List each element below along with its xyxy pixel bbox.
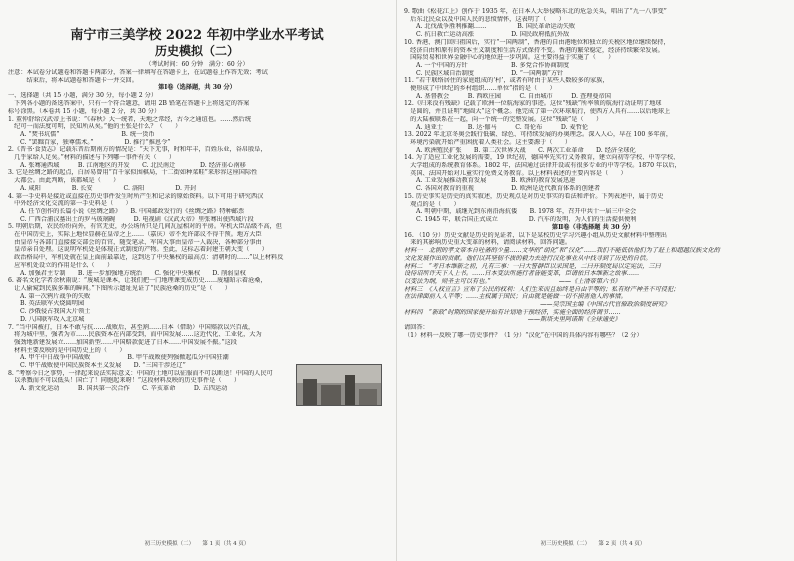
question-line: A. 加强君主专制 B. 进一步加强地方统治 C. 强化中央集权 D. 削弱皇权 [20,269,246,277]
section-header: 第Ⅰ卷（选择题，共 30 分） [158,84,236,92]
question-line: A. 甲午中日战争中国战败 B. 甲午战败使列强掀起瓜分中国狂潮 [20,354,229,362]
question-line: A. 欧洲殖民扩张 B. 第二次世界大战 C. 两次工业革命 D. 经济全球化 [416,146,636,154]
question-line: A. 工业发展推动教育发展 B. 欧洲的教育发展迅速 [416,177,576,185]
question-line: A. 咸阳 B. 长安 C. 洛阳 D. 开封 [20,184,197,192]
question-line: C. 沙俄侵占我国大片领土 [20,308,91,316]
question-line: 将为城中里，强者为市……民族资本在内部受到，而中国发展……这近代化、工业化，大为 [8,331,262,339]
question-line: C. “罢黜百家，独尊儒术。” D. 推行“推恩令” [20,138,171,146]
question-line: 16. （10 分）历史文献是历史的见证者，以下是某校历史学习兴趣小组从历史文献材料中整理出 [404,231,667,239]
question-line: 皇帝亲自处理。这说明军机处是体现正式制度的产物。至此，这标志着封建王朝大变（ ） [8,246,268,254]
question-line: 环境污染就开始严重困扰着人类社会。这主要源于（ ） [404,138,572,146]
question-line: 15. 历史事实是历史的真实叙述，历史观点是对历史事实的看法和评价。下列表述中，属于历史 [404,192,664,200]
material-line: 材料一 北朝的孝文帝本自吐蕃的少量……文华的“胡化”和“汉化”……我们不能低估他们为了赶上和超越汉族文化的 [404,247,720,255]
question-line: 大学组成的系统教育体系。1802 年，法国通过法律开设或有很多专业的中等学校。1870 年以后， [404,162,681,170]
question-line: 下列各小题的备选答案中，只有一个符合题意，请用 2B 铅笔在答题卡上将选定的答案 [8,100,250,108]
question-line: 是圆的，并且证明“地圆大”这个概念。他完成了第一次环球航行，使西方人具有……以后地球上 [404,108,671,116]
question-line: A. 明朝中期，戚继光到东南沿海抗倭 B. 1978 年，召开中共十一届三中全会 [416,208,637,216]
exam-subtitle: 历史模拟（二） [154,44,239,58]
question-line: D. 八国联军攻入北京城 [20,315,85,323]
material-line: 材料二 “考日本维新之初，凡有三事：一曰大誓群臣以采国是，二曰开制度局以定宪法，三曰 [404,262,661,270]
right-question-list [404,8,782,224]
question-line: 11. “若干联络居住的家庭组成的‘村’，或者有时由于某些人数较多的家族， [404,77,609,85]
question-line: 3. 它是丝绸之路的起点，白居易曾用“百千家似围棋局，十二街如种菜畦”来形容这座国际性 [8,169,258,177]
page-footer: 初三历史模拟（二） 第 1 页（共 4 页） [144,541,250,547]
question-line: C. 甲午战败使中国民族资本主义发展 D. “三国干涉还辽” [20,362,186,370]
materials [404,247,782,324]
question-line: 来的其影响历史重大变革的材料，请阅读材料，回答问题。 [404,239,572,247]
q16-intro [404,232,782,247]
question-line: 8. “考察今日之事势，一律起来说法实际意义：中国的土地可以征服而不可以断送！中国的人民可 [8,369,273,377]
question-line: 5. 明朝后期，农民纷纷向外，有官无吏，办公场所只是几间瓦屋相对的平房。军机大臣品级不高，但 [8,223,282,231]
question-line: 标号涂黑。（本卷共 15 小题，每小题 2 分，共 30 分） [8,107,161,115]
question-line: 应军机处设立的作用是什么（ ） [8,261,114,269]
question-line: A. 基督教会 B. 西欧庄园 C. 自由城市 D. 查理曼帝国 [416,92,611,100]
question-line: 1. 董仲舒给汉武帝上书说：“《春秋》大一统者，天地之常经，古今之通谊也。……然后统 [8,115,252,123]
question-line: B. 英法联军火烧圆明园 [20,300,85,308]
question-line: 强劲地新建发展立……加国新型……中国赔款促进了日本……中国发展不振。”这段 [8,338,237,346]
question-line: 材料主要反映的是中国历史上的（ ） [8,346,126,354]
question-line: 7. “当中国被打，日本不敢与抗……战败后，甚至割……日本（借助）中国赔款以兴百战， [8,323,255,331]
question-line: 便形成了中世纪的乡村组织……单位”指的是（ ） [404,85,556,93]
question-line: 中外经济文化交流的第一手史料是（ ） [8,200,132,208]
question-line: 2.《晋书·食货志》记载东晋后期南方的情况是：“天下无事，时和年丰，百姓乐业，谷帛殷阜， [8,146,267,154]
exam-info: （考试时间：60 分钟 满分：60 分） [145,61,249,68]
question-line: 6. 著名文化学者余秋雨说：“废城是课本，让我们把一门地理课变成历史……废墟昭示着沧桑， [8,277,267,285]
question-line: 的大陆被联系在一起，向一个统一的完整发展。这位“残缺”是（ ） [404,115,603,123]
material-line: 文化发展作出的贡献。他们以其坚韧不拔的毅力去进行汉化事业从中找寻到了历史的自信。 [404,254,652,262]
question-line: 政治格局中，军机处就在皇上面前最靠近，这到达了中央集权的最高点：清朝时的……”以上材料反 [8,254,284,262]
question-line: C. 各国对教育的重视 D. 欧洲是近代教育体系的创建者 [416,185,601,193]
ruins-photo [296,364,382,406]
question-line: 英国、法国开始对儿童实行免费义务教育。以上材料表述的主要内容是（ ） [404,169,627,177]
page-footer: 初三历史模拟（二） 第 2 页（共 4 页） [540,541,646,547]
question-line: A. “焚书坑儒” B. 统一货币 [20,130,155,138]
question-line: 后东北民众以及中国人民的悲愤情怀，这表明了（ ） [404,15,565,23]
question-line: 9. 歌曲《松花江上》创作于 1935 年，在日本人大举侵略东北的危急关头，唱出了“九一八事变” [404,8,667,15]
question-line: 国际贸易和世界金融中心的地位进一步巩固。这主要得益于实施了（ ） [404,54,615,62]
question-line: A. 一个中国的方针 B. 多党合作协商制度 [416,61,570,69]
question-line: 观点的是（ ） [404,200,460,208]
sub-question: （1）材料一反映了哪一历史事件？（1 分）“汉化”在中国的具体内容有哪些？（2 分） [404,331,643,339]
question-line: 由皇帝与各部门直接接交部会的百官，随受笔录、军国大事由皇帝一人裁决，各种部分事由 [8,238,262,246]
material-line: 材料三 《人权宣言》宣布了公民的权利：人们生来而且始终是自由平等的；私有财产神圣不可侵犯； [404,285,680,293]
question-line: 经济自由和原有的资本主义制度和生活方式保持不变。香港的繁荣稳定，经济持续繁荣发展。 [404,46,664,54]
left-question-list [8,92,386,392]
material-line: 材料四 “新政”时期的国家便开始有计划地干预经济，实施全面的经济调节…… [404,308,621,316]
question-line: 几乎家给人足矣。”材料的描述与下列哪一事件有关（ ） [8,154,176,162]
note-line: 结束后，将本试题卷和答题卡一并交回。 [8,76,138,84]
question-line: 以杀戮而不可以低头！国亡了！同胞起来呀！”这段材料反映的历史事件是（ ） [8,377,241,385]
answer-prompt: 请回答： [404,324,429,332]
question-line: 10. 香港、澳门回归祖国后，实行“一国两制”，香港的自由港地位和独立的关税区地位继续保持， [404,38,670,46]
left-page [8,8,386,548]
question-line: A. 第一次鸦片战争的失败 [20,292,91,300]
question-line: C. 广西合浦汉墓出土的罗马玻璃碗 D. 电视剧《汉武大帝》里张骞出使西域片段 [20,215,254,223]
question-line: C. 1945 年，联合国正式成立 D. 汽车的发明，为人们的生活提供便利 [416,215,637,223]
question-line: A. 任节创作的长篇小说《丝绸之路》 B. 中国邮政发行的《丝绸之路》特种邮票 [20,207,245,215]
right-page [404,8,782,548]
question-line: C. 民族区域自治制度 D. “一国两制”方针 [416,69,564,77]
question-line: 13. 2022 年北京冬奥会践行低碳、绿色、可持续发展的办奥理念。深入人心，早在 100 多年前， [404,131,673,139]
question-line: A. 张骞通西域 B. 江南地区的开发 C. 北民南迁 D. 经济重心南移 [20,161,246,169]
note-line: 注意：本试卷分试题卷和答题卡两部分，答案一律填写在答题卡上，在试题卷上作答无效；考试 [8,69,268,76]
question-line: 12.《归来没有残缺》记载了欧洲一位航海家的事迹。这位“残缺”所率领的航海行动证明了地球 [404,100,662,108]
material-line: 设待诏所许天下人上书。……日本变法所施行者皆能变革，臣请依日本维新之故事…… [404,270,640,278]
exam-title: 南宁市三美学校 2022 年初中学业水平考试 [70,28,324,43]
question-line: 一、选择题（共 15 小题，满分 30 分，每小题 2 分） [8,92,158,100]
question-line: A. 北伐战争胜利推翻…… B. 国民革命运动失败 [416,23,576,31]
section-header: 第Ⅱ卷（非选择题 共 30 分） [551,223,635,231]
page-divider [396,0,397,561]
question-line: C. 抗日救亡运动高涨 D. 国民政府抵抗外敌 [416,31,570,39]
material-line: ——斯塔夫里阿诺斯《全球通史》 [404,316,621,324]
question-line: 14. 为了适应工业化发展的需要，19 世纪初，德国率先实行义务教育，建立向初等学校、中等学校、 [404,154,680,162]
material-line: 以变法为纲，则圣主可以有也。” ——《上清帝第六书》 [404,277,621,285]
question-line: 纪可一而法度可明，民知所从矣。”他的主张是什么？（ ） [8,123,182,131]
material-line: ——吴宗国主编《中国古代官僚政治制度研究》 [404,301,671,309]
question-line: 大都会。由此判断，该都城是（ ） [8,177,120,185]
question-line: 4. 第一手史料是接近或直接在历史事件发生时所产生和记录的原始资料。以下可用于研究西汉 [8,192,264,200]
question-line: A. 新文化运动 B. 国共第一次合作 C. 辛亥革命 D. 五四运动 [20,385,228,393]
question-line: 在中国历史上，实际上地位显赫在皇帝之上……（嘉庆）帝不允许部议不得干预。地方大臣 [8,231,262,239]
question-line: 让人偷窥到民族多难的瞬间。”下图所示遗址见证了“民族沧桑的历史”是（ ） [8,284,231,292]
material-line: 在法律面前人人平等；……主权属于国民；自由就是能做一切不损害他人的事情。 [404,293,627,301]
question-line: A. 迪亚士 B. 达·伽马 C. 哥伦布 D. 麦哲伦 [416,123,589,131]
